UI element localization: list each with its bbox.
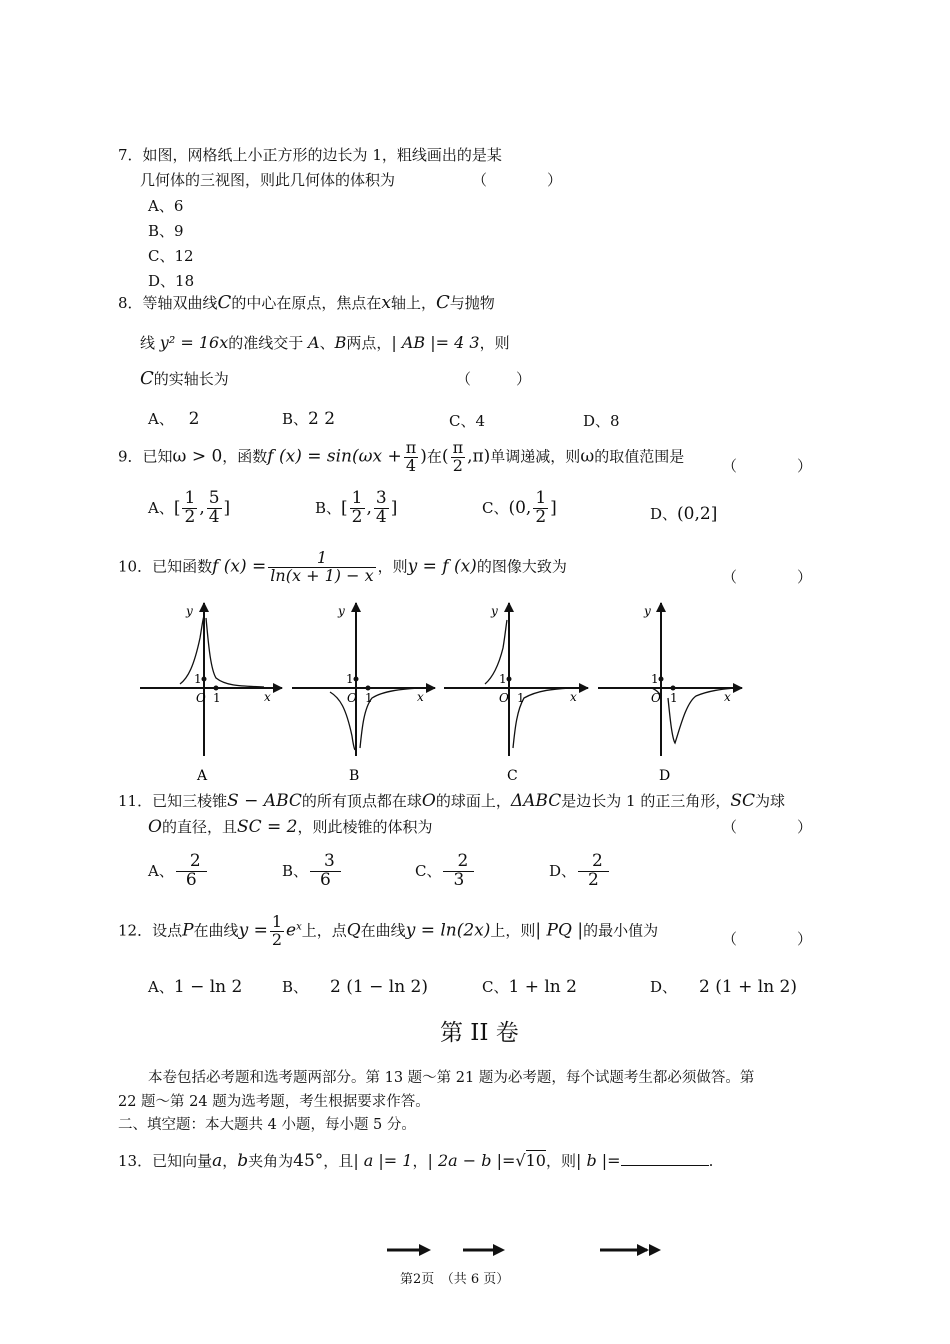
q11-option-d: D、 $\frac{2}{2}$ [549,853,611,890]
q9-option-a: A、[ $\frac{1}{2}$ , $\frac{5}{4}$ ] [148,488,231,527]
q7-option-a: A、6 [148,197,184,215]
graph-a-one-y: 1 [194,672,202,686]
q8-line2: 线 y² = 16x的准线交于 A、B两点，| AB |= 4 3，则 [140,333,510,352]
q7-option-d: D、18 [148,272,195,290]
graph-c-y-label: y [491,604,498,618]
graph-b-x-label: x [417,690,424,704]
q12-answer-paren: （ ） [722,930,813,948]
q8-option-b: B、2 2 [282,409,336,429]
graph-d[interactable] [598,603,742,784]
q12-option-d: D、 2 (1 + ln 2) [650,977,797,997]
q8-option-c: C、4 [449,412,486,430]
graph-a-one-x: 1 [213,691,221,705]
parabola-equation: y² = 16x [159,333,229,352]
q12-option-a: A、1 − ln 2 [148,977,243,997]
q9-option-d: D、(0,2] [650,504,718,524]
q9-option-c: C、(0, $\frac{1}{2}$ ] [482,488,557,527]
page-number: 第2页 （共 6 页） [400,1272,510,1287]
graph-a-y-label: y [186,604,193,618]
q12-line: 12．设点P在曲线y = $\frac{1}{2}$ $e^x$上，点Q在曲线y = ln(2x)上，则| PQ |的最小值为 [118,912,659,949]
q7-option-b: B、9 [148,222,184,240]
section-title: 第 II 卷 [440,1020,519,1046]
q10-line: 10．已知函数f (x) = $\frac{1}{\ln(x + 1) - x}$ ，则y = f (x)的图像大致为 [118,548,567,585]
q7-answer-paren: （ ） [472,171,563,189]
graph-d-y-label: y [644,604,651,618]
graph-b[interactable] [292,603,435,784]
q11-option-a: A、 $\frac{2}{6}$ [148,853,209,890]
graph-d-x-label: x [724,690,731,704]
section-intro-line1: 本卷包括必考题和选考题两部分。第 13 题～第 21 题为必考题，每个试题考生都必须做答。第 [148,1070,755,1086]
graph-d-one-y: 1 [651,672,659,686]
graph-a[interactable] [140,603,282,784]
graph-b-letter: B [349,768,360,784]
graph-b-y-label: y [338,604,345,618]
q10-answer-paren: （ ） [722,568,813,586]
graph-c[interactable] [444,603,588,784]
graph-d-origin: O [651,691,661,705]
arrow-right-icon [387,1244,431,1256]
graph-a-letter: A [197,768,208,784]
graph-b-one-x: 1 [365,691,373,705]
graph-a-x-label: x [264,690,271,704]
q12-option-b: B、 2 (1 − ln 2) [282,977,428,997]
graph-c-one-x: 1 [517,691,525,705]
q11-line1: 11．已知三棱锥S − ABC的所有顶点都在球O的球面上，ΔABC是边长为 1 的正三角形，SC为球 [118,791,785,811]
q8-option-d: D、8 [583,412,620,430]
graph-d-one-x: 1 [670,691,678,705]
q8-answer-paren: （ ） [456,370,532,388]
q11-option-c: C、 $\frac{2}{3}$ [415,853,476,890]
graph-d-letter: D [659,768,671,784]
graph-c-letter: C [507,768,518,784]
section-intro-line2: 22 题～第 24 题为选考题，考生根据要求作答。 [118,1094,430,1110]
graph-b-one-y: 1 [346,672,354,686]
arrow-right-icon [463,1244,505,1256]
q11-line2: O的直径，且SC = 2，则此棱锥的体积为 [148,817,433,837]
graph-c-origin: O [499,691,509,705]
q8-line3: C的实轴长为 [140,368,229,389]
q9-answer-paren: （ ） [722,457,813,475]
double-arrow-right-icon [600,1244,661,1256]
graph-c-x-label: x [570,690,577,704]
q8-line1: 8．等轴双曲线C的中心在原点，焦点在x轴上，C与抛物 [118,292,495,313]
q13-line: 13．已知向量a，b夹角为45°，且| a |= 1，| 2a − b |=√10，则| b |= . [118,1151,714,1171]
q11-option-b: B、 $\frac{3}{6}$ [282,853,343,890]
graph-c-one-y: 1 [499,672,507,686]
q13-answer-blank[interactable] [621,1151,709,1166]
q11-answer-paren: （ ） [722,818,813,836]
ab-length: | AB |= 4 3 [391,333,480,352]
q12-option-c: C、1 + ln 2 [482,977,577,997]
q7-option-c: C、12 [148,247,194,265]
fill-in-heading: 二、填空题：本大题共 4 小题，每小题 5 分。 [118,1117,416,1133]
q7-line2: 几何体的三视图，则此几何体的体积为 [140,171,396,189]
q9-line1: 9．已知ω > 0，函数f (x) = sin(ωx + $\frac{\pi}{4}$ )在( $\frac{\pi}{2}$ ,π)单调递减，则ω的取值范围是 [118,438,685,475]
decorative-arrows [385,1240,670,1260]
q9-option-b: B、[ $\frac{1}{2}$ , $\frac{3}{4}$ ] [315,488,398,527]
graph-b-origin: O [347,691,357,705]
q7-line1: 7．如图，网格纸上小正方形的边长为 1，粗线画出的是某 [118,146,502,164]
q8-option-a: A、 2 [148,409,200,429]
graph-a-origin: O [196,691,206,705]
q10-graphs [130,598,760,788]
